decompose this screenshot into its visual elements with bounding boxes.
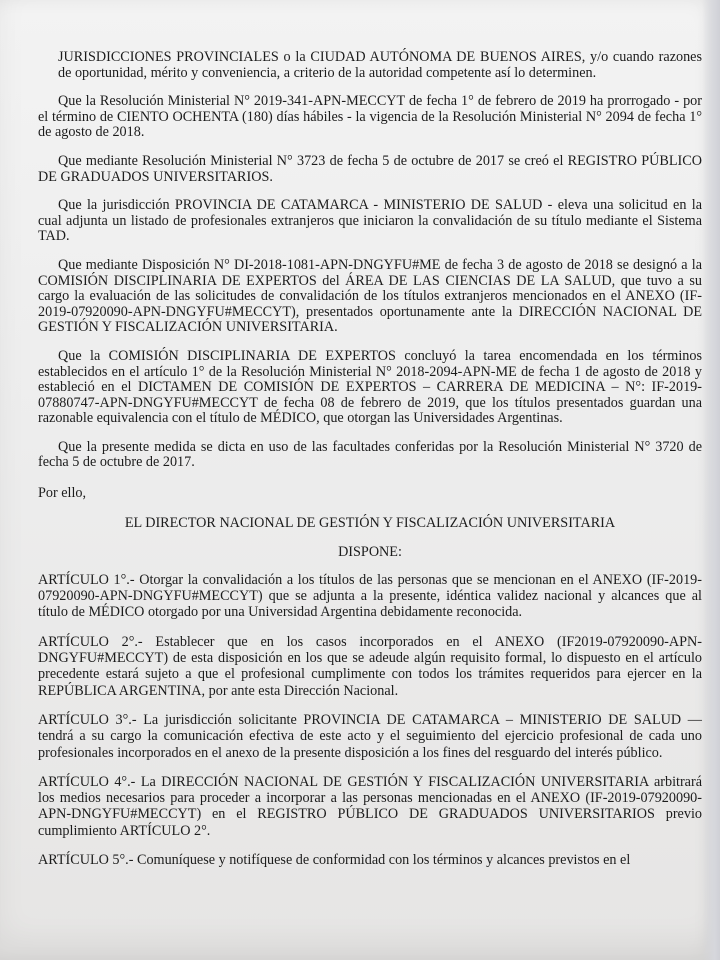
paragraph-jurisdicciones: JURISDICCIONES PROVINCIALES o la CIUDAD AUTÓNOMA DE BUENOS AIRES, y/o cuando razones de oportunidad, mérito y conveniencia, a criterio de la autoridad competente así lo determinen. xyxy=(58,49,702,81)
article-2: ARTÍCULO 2°.- Establecer que en los casos incorporados en el ANEXO (IF2019-07920090-APN-DNGYFU#MECCYT) de esta disposición en los que se adeude algún requisito formal, lo dispuesto en el artículo precedente estará sujeto a que el profesional cumplimente con todos los trámites requeridos para ejercer en la REPÚBLICA ARGENTINA, por ante esta Dirección Nacional. xyxy=(38,633,702,699)
paragraph-comision-dictamen: Que la COMISIÓN DISCIPLINARIA DE EXPERTOS concluyó la tarea encomendada en los términos establecidos en el artículo 1° de la Resolución Ministerial N° 2018-2094-APN-ME de fecha 1 de agosto de 2018 y estableció en el DICTAMEN DE COMISIÓN DE EXPERTOS – CARRERA DE MEDICINA – N°: IF-2019-07880747-APN-DNGYFU#MECCYT de fecha 08 de febrero de 2019, que los títulos presentados guardan una razonable equivalencia con el título de MÉDICO, que otorgan las Universidades Argentinas. xyxy=(38,347,702,427)
dispone-heading: DISPONE: xyxy=(338,544,402,561)
paragraph-prorroga: Que la Resolución Ministerial N° 2019-341-APN-MECCYT de fecha 1° de febrero de 2019 ha prorrogado - por el término de CIENTO OCHENTA (180) días hábiles - la vigencia de la Resolución Ministerial N° 2094 de fecha 1° de agosto de 2018. xyxy=(38,93,702,141)
article-5: ARTÍCULO 5°.- Comuníquese y notifíquese de conformidad con los términos y alcances previstos en el xyxy=(38,852,631,868)
article-4: ARTÍCULO 4°.- La DIRECCIÓN NACIONAL DE GESTIÓN Y FISCALIZACIÓN UNIVERSITARIA arbitrará los medios necesarios para proceder a incorporar a las personas mencionadas en el ANEXO (IF-2019-07920090-APN-DNGYFU#MECCYT) en el REGISTRO PÚBLICO DE GRADUADOS UNIVERSITARIOS previo cumplimiento ARTÍCULO 2°. xyxy=(38,773,702,839)
por-ello-text: Por ello, xyxy=(38,485,87,502)
paragraph-facultades: Que la presente medida se dicta en uso de las facultades conferidas por la Resolución Ministerial N° 3720 de fecha 5 de octubre de 2017. xyxy=(38,438,702,471)
article-3: ARTÍCULO 3°.- La jurisdicción solicitante PROVINCIA DE CATAMARCA – MINISTERIO DE SALUD — tendrá a su cargo la comunicación efectiva de este acto y el seguimiento del ejercicio profesional de cada uno profesionales incorporados en el anexo de la presente disposición a los fines del resguardo del interés público. xyxy=(38,711,702,761)
authority-heading: EL DIRECTOR NACIONAL DE GESTIÓN Y FISCALIZACIÓN UNIVERSITARIA xyxy=(124,514,616,531)
document-body xyxy=(38,50,702,881)
article-1: ARTÍCULO 1°.- Otorgar la convalidación a los títulos de las personas que se mencionan en el ANEXO (IF-2019-07920090-APN-DNGYFU#MECCYT) que se adjunta a la presente, idéntica validez nacional y alcances que al título de MÉDICO otorgado por una Universidad Argentina debidamente reconocida. xyxy=(38,571,702,621)
paragraph-catamarca: Que la jurisdicción PROVINCIA DE CATAMARCA - MINISTERIO DE SALUD - eleva una solicitud en la cual adjunta un listado de profesionales extranjeros que iniciaron la convalidación de su título mediante el Sistema TAD. xyxy=(38,197,702,245)
paragraph-comision-designada: Que mediante Disposición N° DI-2018-1081-APN-DNGYFU#ME de fecha 3 de agosto de 2018 se designó a la COMISIÓN DISCIPLINARIA DE EXPERTOS del ÁREA DE LAS CIENCIAS DE LA SALUD, que tuvo a su cargo la evaluación de las solicitudes de convalidación de los títulos extranjeros mencionados en el ANEXO (IF-2019-07920090-APN-DNGYFU#MECCYT), presentados oportunamente ante la DIRECCIÓN NACIONAL DE GESTIÓN Y FISCALIZACIÓN UNIVERSITARIA. xyxy=(38,256,702,336)
paragraph-registro: Que mediante Resolución Ministerial N° 3723 de fecha 5 de octubre de 2017 se creó el REGISTRO PÚBLICO DE GRADUADOS UNIVERSITARIOS. xyxy=(38,152,702,185)
page-edge-shadow xyxy=(702,0,720,960)
